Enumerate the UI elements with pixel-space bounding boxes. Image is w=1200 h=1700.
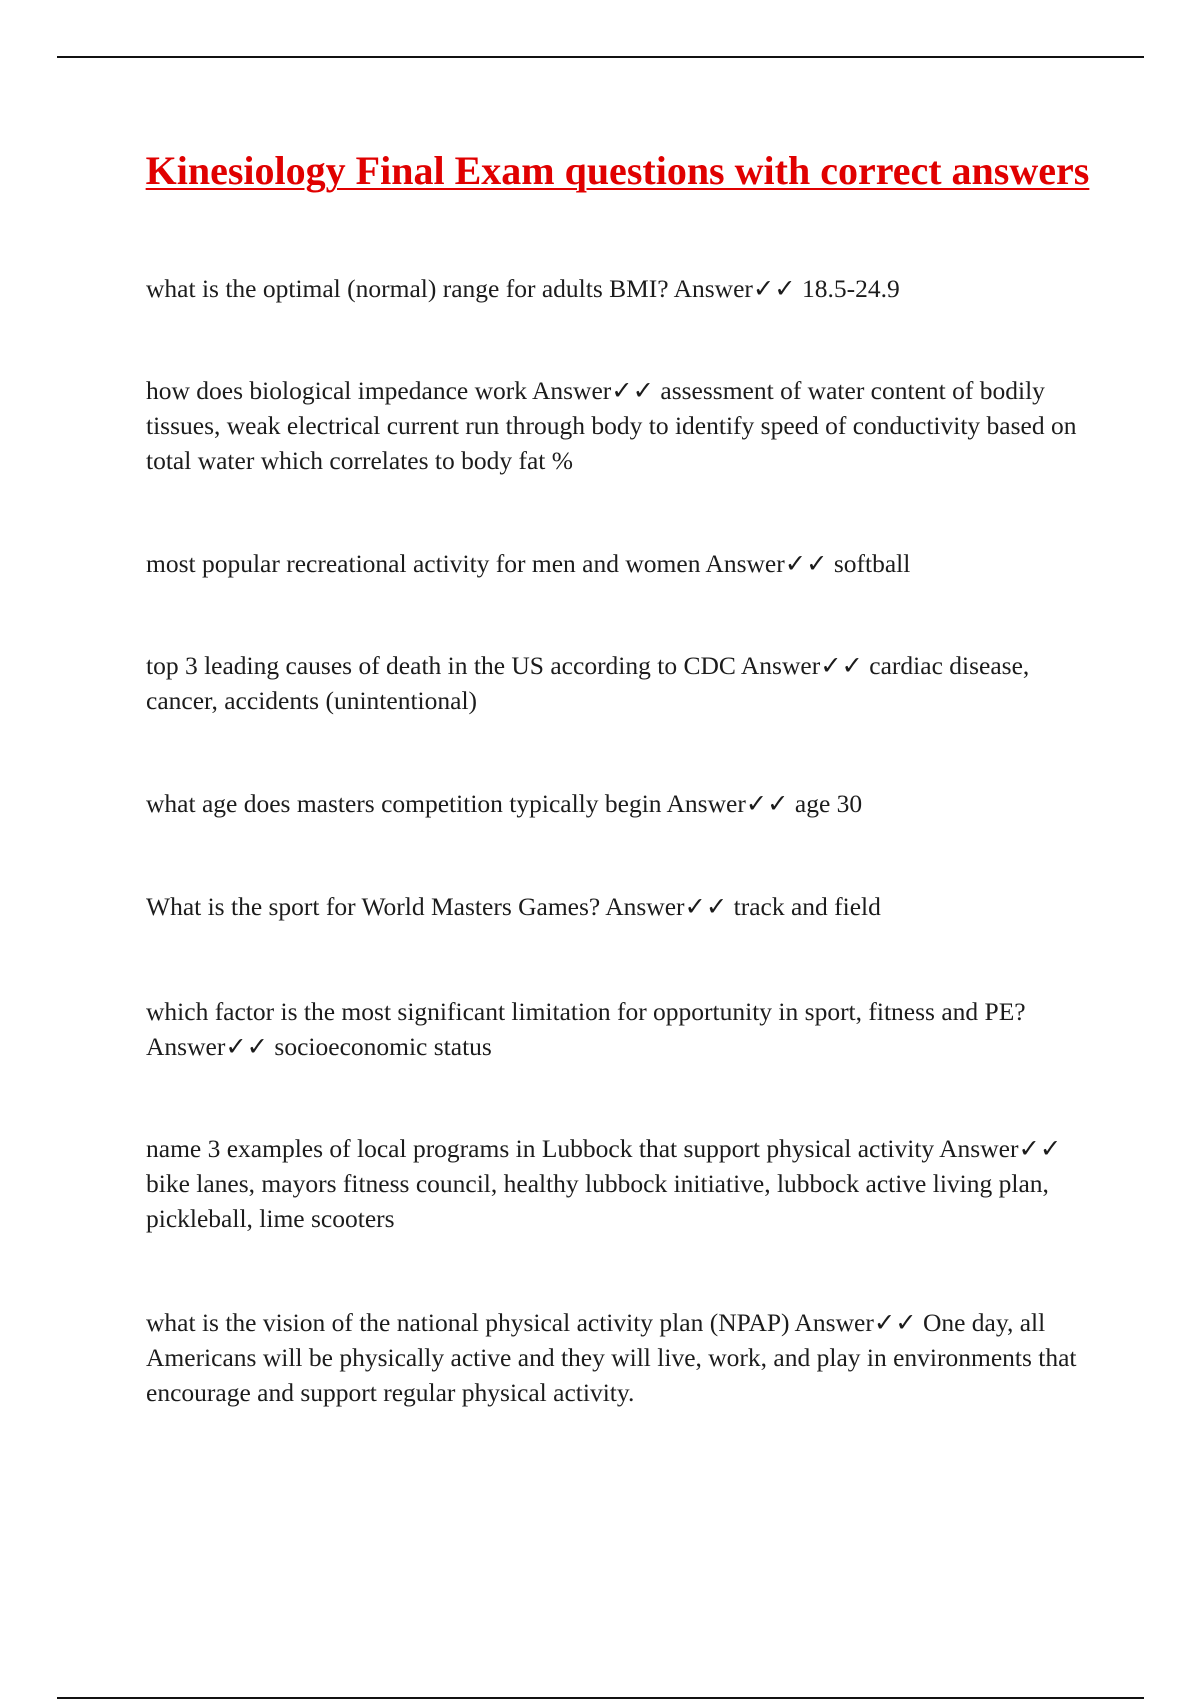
qa-item: What is the sport for World Masters Games? Answer✓✓ track and field: [146, 892, 881, 921]
top-rule: [57, 56, 1144, 58]
qa-item: most popular recreational activity for men and women Answer✓✓ softball: [146, 549, 911, 578]
qa-item: what is the optimal (normal) range for adults BMI? Answer✓✓ 18.5-24.9: [146, 274, 900, 303]
bottom-rule: [57, 1697, 1144, 1699]
qa-item: name 3 examples of local programs in Lubbock that support physical activity Answer✓✓ bike lanes, mayors fitness council, healthy lubbock initiative, lubbock active living plan, pickleball, lime scooters: [146, 1134, 1062, 1233]
qa-item: how does biological impedance work Answer✓✓ assessment of water content of bodily tissues, weak electrical current run through body to identify speed of conductivity based on total water which correlates to body fat %: [146, 376, 1077, 475]
qa-item: top 3 leading causes of death in the US according to CDC Answer✓✓ cardiac disease, cancer, accidents (unintentional): [146, 651, 1030, 715]
document-title: Kinesiology Final Exam questions with correct answers: [145, 148, 1090, 193]
qa-item: what is the vision of the national physical activity plan (NPAP) Answer✓✓ One day, all Americans will be physically active and they will live, work, and play in environments that encourage and support regular physical activity.: [146, 1308, 1077, 1407]
qa-item: which factor is the most significant limitation for opportunity in sport, fitness and PE? Answer✓✓ socioeconomic status: [146, 997, 1026, 1061]
qa-item: what age does masters competition typically begin Answer✓✓ age 30: [146, 789, 863, 818]
